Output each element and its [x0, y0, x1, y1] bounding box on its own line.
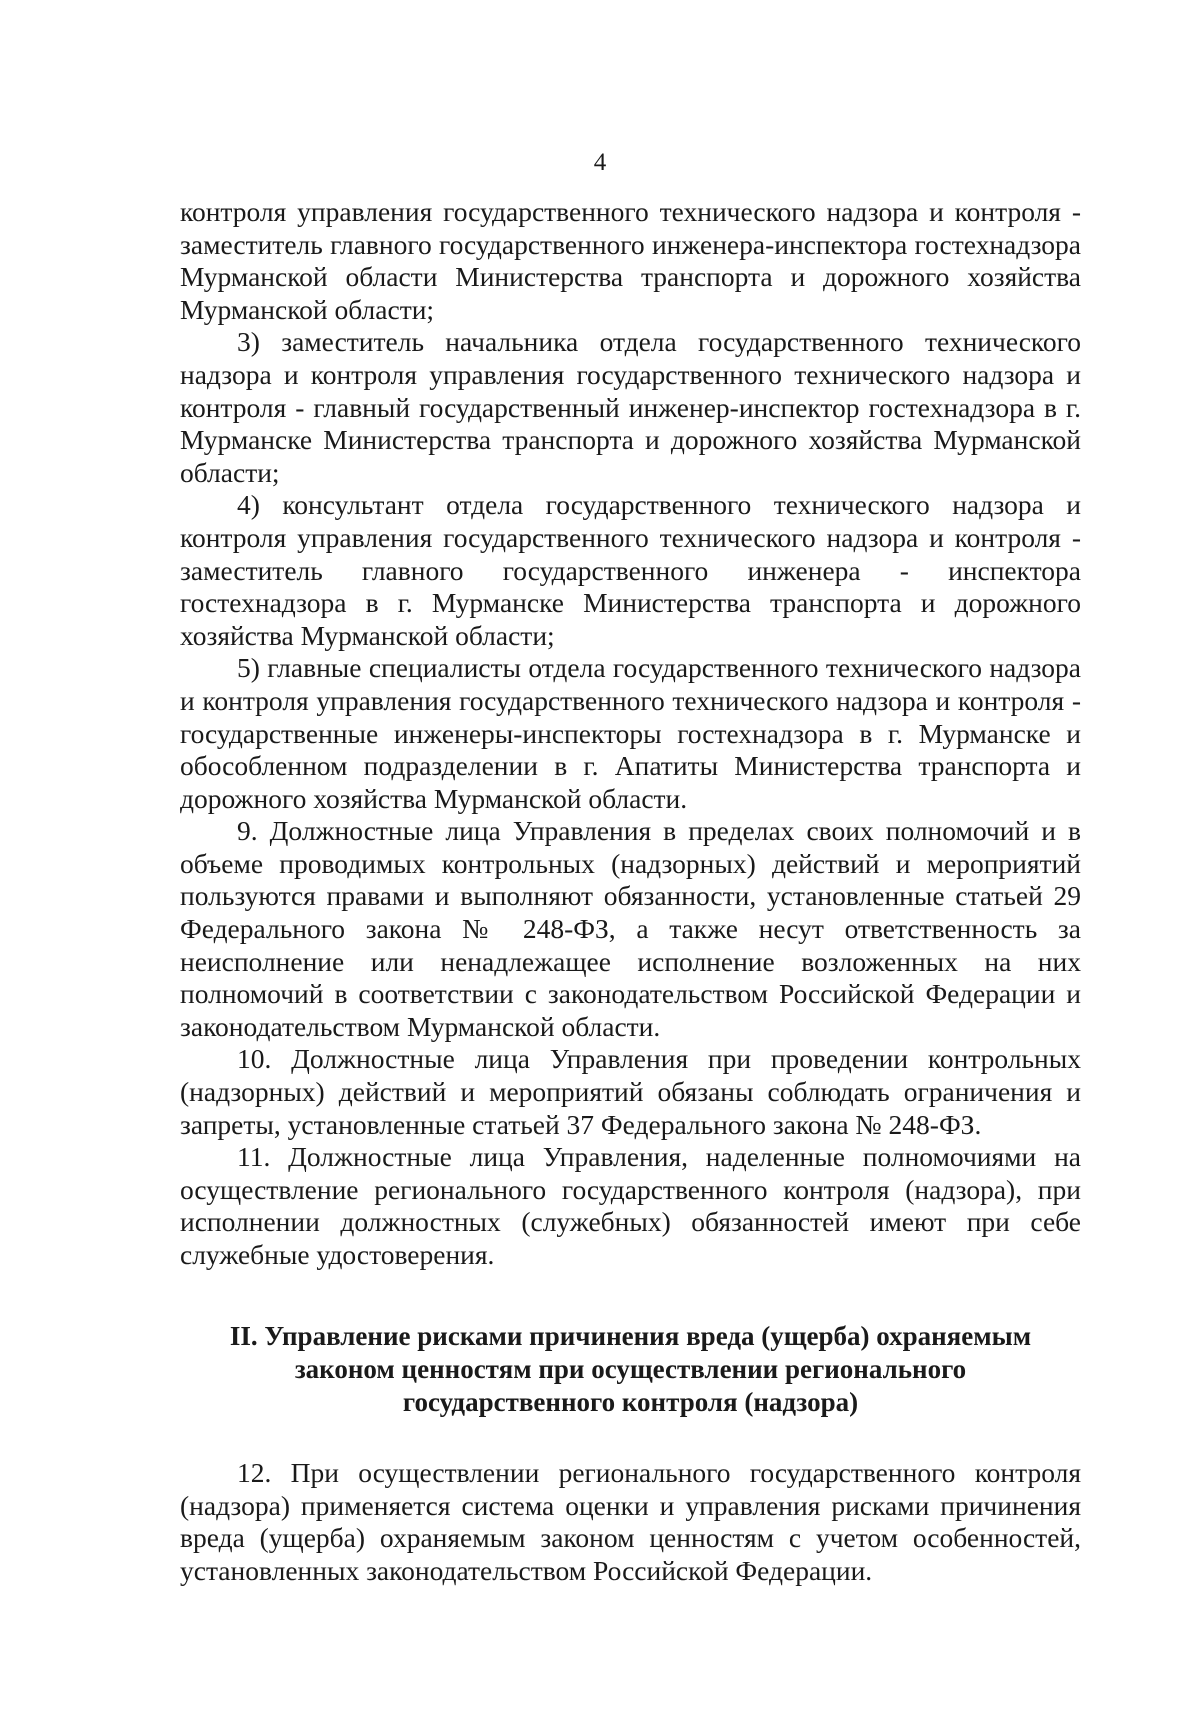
section-heading	[180, 1320, 1081, 1419]
section-heading-line-2: законом ценностям при осуществлении регионального	[294, 1354, 967, 1384]
paragraph-11: 11. Должностные лица Управления, наделенные полномочиями на осуществление регионального государственного контроля (надзора), при исполнении должностных (служебных) обязанностей имеют при себе служебные удостоверения.	[180, 1141, 1081, 1270]
section-heading-line-1: II. Управление рисками причинения вреда (ущерба) охраняемым	[229, 1321, 1032, 1351]
paragraph-9: 9. Должностные лица Управления в пределах своих полномочий и в объеме проводимых контрольных (надзорных) действий и мероприятий пользуются правами и выполняют обязанности, установленные статьей 29 Федерального закона № 248-ФЗ, а также несут ответственность за неисполнение или ненадлежащее исполнение возложенных на них полномочий в соответствии с законодательством Российской Федерации и законодательством Мурманской области.	[180, 815, 1081, 1042]
page-number: 4	[593, 149, 607, 176]
body-text	[180, 196, 1081, 1272]
paragraph-item-5: 5) главные специалисты отдела государственного технического надзора и контроля управления государственного технического надзора и контроля - государственные инженеры-инспекторы гостехнадзора в г. Мурманске и обособленном подразделении в г. Апатиты Министерства транспорта и дорожного хозяйства Мурманской области.	[180, 652, 1081, 814]
paragraph-item-3: 3) заместитель начальника отдела государственного технического надзора и контроля управления государственного технического надзора и контроля - главный государственный инженер-инспектор гостехнадзора в г. Мурманске Министерства транспорта и дорожного хозяйства Мурманской области;	[180, 326, 1081, 488]
paragraph-10: 10. Должностные лица Управления при проведении контрольных (надзорных) действий и мероприятий обязаны соблюдать ограничения и запреты, установленные статьей 37 Федерального закона № 248-ФЗ.	[180, 1043, 1081, 1140]
paragraph-12: 12. При осуществлении регионального государственного контроля (надзора) применяется система оценки и управления рисками причинения вреда (ущерба) охраняемым законом ценностям с учетом особенностей, установленных законодательством Российской Федерации.	[180, 1457, 1081, 1586]
paragraph-continuation: контроля управления государственного технического надзора и контроля - заместитель главного государственного инженера-инспектора гостехнадзора Мурманской области Министерства транспорта и дорожного хозяйства Мурманской области;	[180, 196, 1081, 325]
paragraph-item-4: 4) консультант отдела государственного технического надзора и контроля управления государственного технического надзора и контроля - заместитель главного государственного инженера - инспектора гостехнадзора в г. Мурманске Министерства транспорта и дорожного хозяйства Мурманской области;	[180, 489, 1081, 651]
section-heading-line-3: государственного контроля (надзора)	[402, 1387, 859, 1417]
section-body	[180, 1457, 1081, 1587]
